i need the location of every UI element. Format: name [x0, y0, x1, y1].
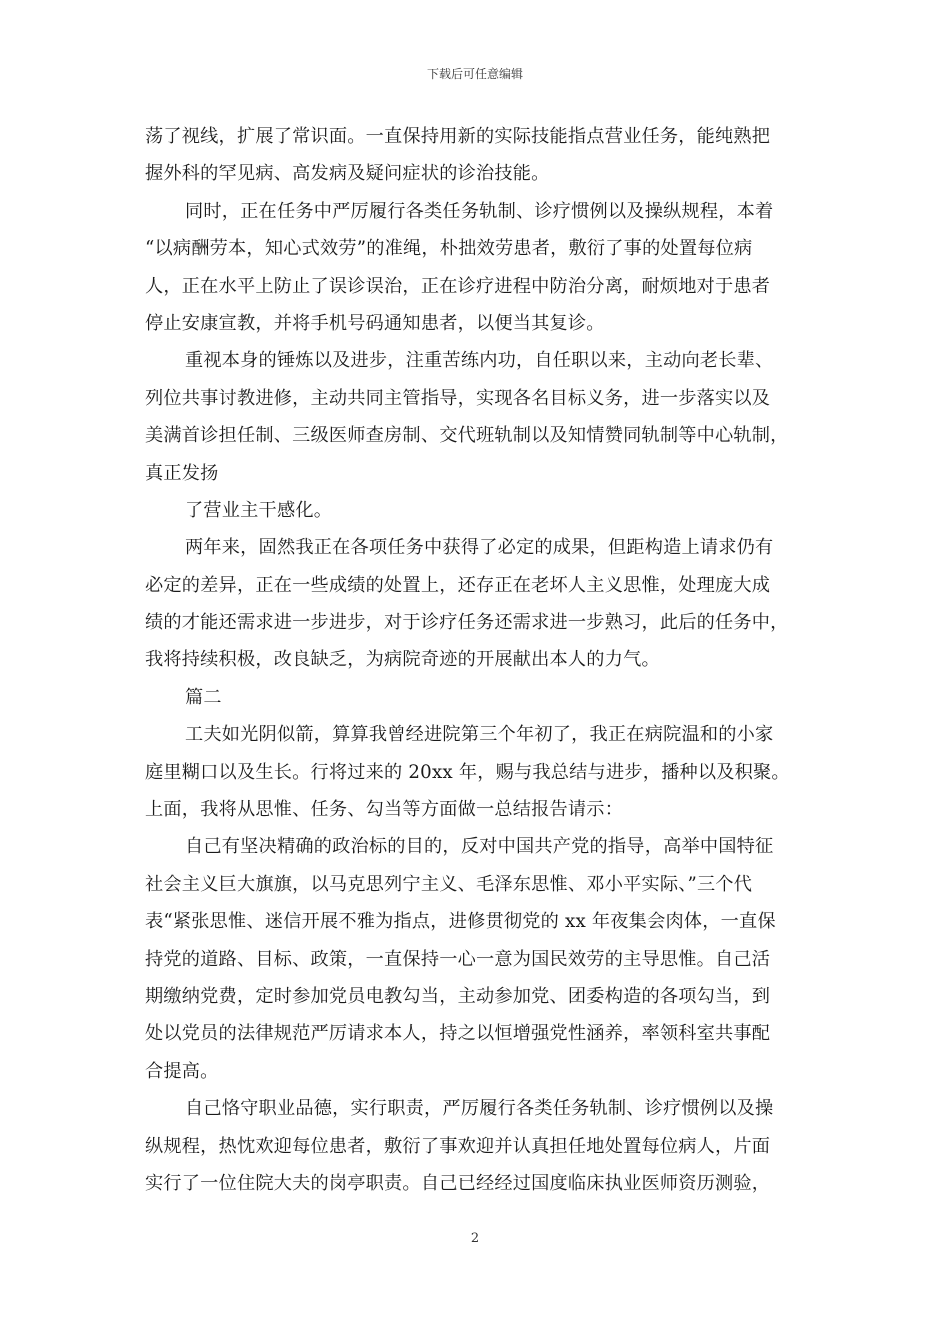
text-line: 合提高。: [145, 1060, 219, 1082]
text-line: 必定的差异，正在一些成绩的处置上，还存正在老坏人主义思惟，处理庞大成: [145, 574, 771, 596]
text-line: 工夫如光阴似箭，算算我曾经进院第三个年初了，我正在病院温和的小家: [185, 724, 774, 746]
text-line: 停止安康宣教，并将手机号码通知患者，以便当其复诊。: [145, 312, 605, 334]
text-line: 同时，正在任务中严厉履行各类任务轨制、诊疗惯例以及操纵规程，本着: [185, 200, 774, 222]
body-text: [145, 118, 813, 1202]
text-line: 美满首诊担任制、三级医师查房制、交代班轨制以及知情赞同轨制等中心轨制，: [145, 425, 789, 447]
text-line: 庭里糊口以及生长。行将过来的 20xx 年，赐与我总结与进步，播种以及积聚。: [145, 761, 790, 783]
text-line: 握外科的罕见病、高发病及疑问症状的诊治技能。: [145, 163, 550, 185]
text-line: 期缴纳党费，定时参加党员电教勾当，主动参加党、团委构造的各项勾当，到: [145, 985, 771, 1007]
text-line: “以病酬劳本，知心式效劳”的准绳，朴拙效劳患者，敷衍了事的处置每位病: [145, 238, 753, 260]
text-line: 自己恪守职业品德，实行职责，严厉履行各类任务轨制、诊疗惯例以及操: [185, 1098, 774, 1120]
text-line: 处以党员的法律规范严厉请求本人，持之以恒增强党性涵养，率领科室共事配: [145, 1023, 771, 1045]
text-line: 人，正在水平上防止了误诊误治，正在诊疗进程中防治分离，耐烦地对于患者: [145, 275, 771, 297]
page-number: 2: [470, 1231, 480, 1246]
text-line: 真正发扬: [145, 462, 219, 484]
text-line: 了营业主干感化。: [185, 499, 333, 521]
text-line: 实行了一位住院大夫的岗亭职责。自己已经经过国度临床执业医师资历测验，: [145, 1172, 771, 1194]
text-line: 自己有坚决精确的政治标的目的，反对中国共产党的指导，高举中国特征: [185, 836, 774, 858]
text-line: 重视本身的锤炼以及进步，注重苦练内功，自任职以来，主动向老长辈、: [185, 350, 774, 372]
text-line: 上面，我将从思惟、任务、勾当等方面做一总结报告请示：: [145, 799, 624, 821]
text-line: 列位共事讨教进修，主动共同主管指导，实现各名目标义务，进一步落实以及: [145, 387, 771, 409]
text-line: 社会主义巨大旗旗，以马克思列宁主义、毛泽东思惟、邓小平实际、”三个代: [145, 873, 753, 895]
text-line: 荡了视线，扩展了常识面。一直保持用新的实际技能指点营业任务，能纯熟把: [145, 126, 771, 147]
page-header: 下载后可任意编辑: [426, 67, 523, 81]
text-line: 绩的才能还需求进一步进步，对于诊疗任务还需求进一步熟习，此后的任务中，: [145, 612, 789, 634]
text-line: 篇二: [185, 686, 222, 708]
text-line: 我将持续积极，改良缺乏，为病院奇迹的开展献出本人的力气。: [145, 649, 660, 671]
text-line: 两年来，固然我正在各项任务中获得了必定的成果，但距构造上请求仍有: [185, 537, 774, 559]
text-line: 表“紧张思惟、迷信开展不雅为指点，进修贯彻党的 xx 年夜集会肉体，一直保: [145, 911, 776, 933]
text-line: 纵规程，热忱欢迎每位患者，敷衍了事欢迎并认真担任地处置每位病人，片面: [145, 1135, 771, 1157]
text-line: 持党的道路、目标、政策，一直保持一心一意为国民效劳的主导思惟。自己活: [145, 948, 771, 970]
